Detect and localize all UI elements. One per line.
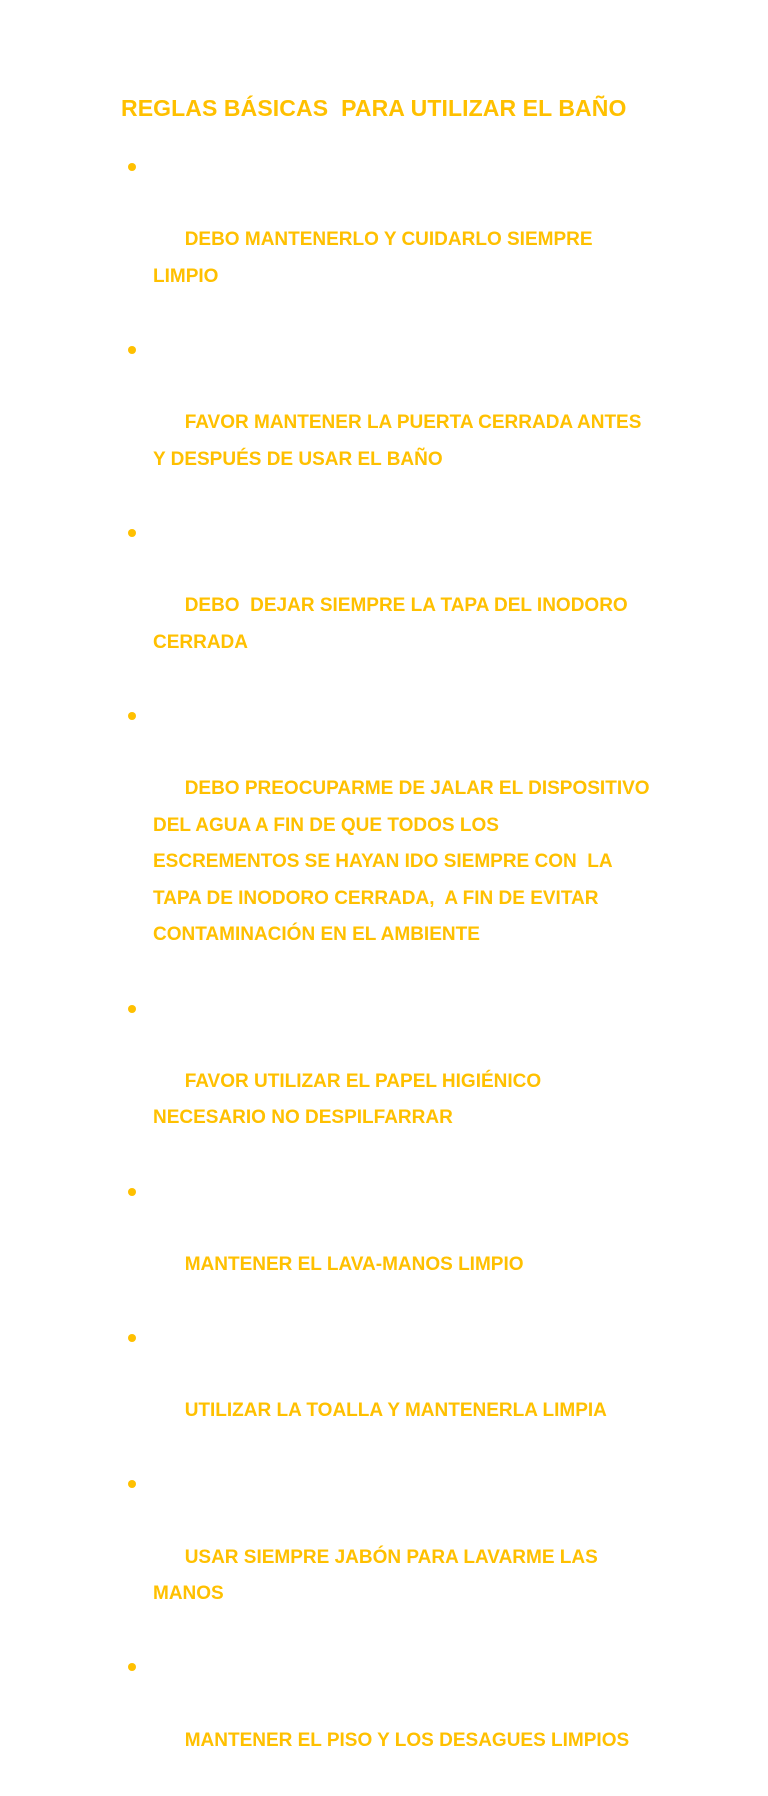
document-title: REGLAS BÁSICAS PARA UTILIZAR EL BAÑO — [121, 95, 627, 121]
bullet-icon — [128, 1334, 136, 1342]
bullet-icon — [128, 529, 136, 537]
rule-text: DEBO MANTENERLO Y CUIDARLO SIEMPRE LIMPIO — [153, 229, 593, 287]
rule-text: FAVOR MANTENER LA PUERTA CERRADA ANTES Y DESPUÉS DE USAR EL BAÑO — [153, 412, 642, 470]
rule-text: MANTENER EL LAVA-MANOS LIMPIO — [184, 1253, 524, 1275]
list-item — [128, 1320, 668, 1466]
list-item — [128, 332, 668, 515]
list-item — [128, 149, 668, 332]
list-item — [128, 515, 668, 698]
bullet-icon — [128, 163, 136, 171]
rule-text: DEBO DEJAR SIEMPRE LA TAPA DEL INODORO CERRADA — [153, 595, 628, 653]
rule-text: USAR SIEMPRE JABÓN PARA LAVARME LAS MANOS — [153, 1546, 598, 1605]
list-item — [128, 1649, 668, 1795]
bullet-icon — [128, 346, 136, 354]
list-item — [128, 698, 668, 991]
rule-text: DEBO PREOCUPARME DE JALAR EL DISPOSITIVO DEL AGUA A FIN DE QUE TODOS LOS ESCREMENTOS SE HAYAN IDO SIEMPRE CON LA TAPA DE INODORO CERRADA, A FIN DE EVITAR CONTAMINACIÓN EN EL AMBIENTE — [153, 778, 650, 946]
list-item — [128, 1174, 668, 1320]
rule-text: UTILIZAR LA TOALLA Y MANTENERLA LIMPIA — [184, 1400, 607, 1422]
rule-text: FAVOR UTILIZAR EL PAPEL HIGIÉNICO NECESARIO NO DESPILFARRAR — [153, 1070, 542, 1129]
bullet-icon — [128, 1188, 136, 1196]
list-item — [128, 1466, 668, 1649]
bullet-icon — [128, 1480, 136, 1488]
list-item — [128, 991, 668, 1174]
rules-list — [128, 149, 668, 1796]
rule-text: MANTENER EL PISO Y LOS DESAGUES LIMPIOS — [184, 1729, 630, 1751]
bullet-icon — [128, 1005, 136, 1013]
bullet-icon — [128, 1663, 136, 1671]
bullet-icon — [128, 712, 136, 720]
